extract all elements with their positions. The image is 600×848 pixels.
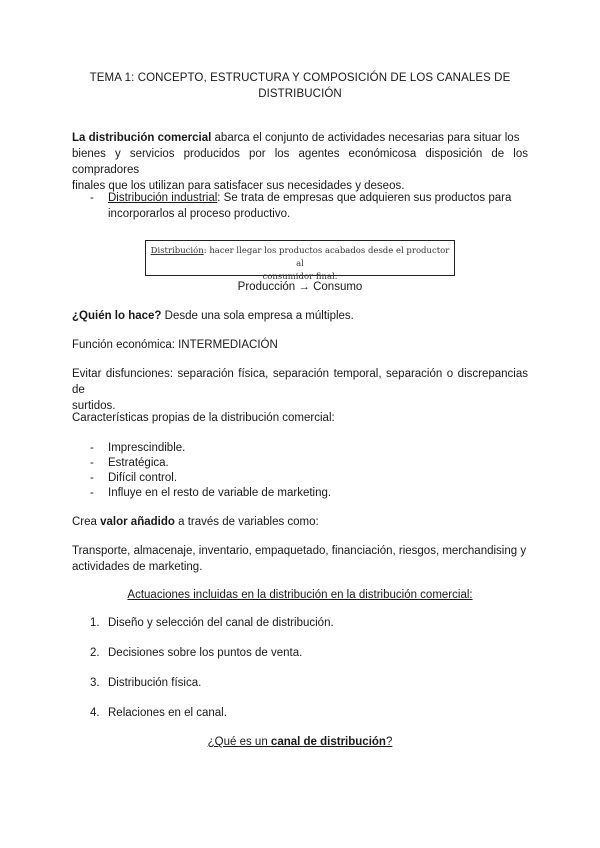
characteristic-text: Estratégica. xyxy=(108,457,169,469)
document-page: TEMA 1: CONCEPTO, ESTRUCTURA Y COMPOSICIÓN DE LOS CANALES DE DISTRIBUCIÓN La distribución comercial abarca el conjunto de actividades necesarias para situar los bienes y servicios producidos por los agentes económicosa disposición de los compradores finales que los utilizan para satisfacer sus necesidades y deseos. - Distribución industrial: Se trata de empresas que adquieren sus productos para incorporarlos al proceso productivo. Distribución: hacer llegar los productos acabados desde el productor al consumidor final. Producción → Consumo ¿Quién lo hace? Desde una sola empresa a múltiples. Función económica: INTERMEDIACIÓN Evitar disfunciones: separación física, separación temporal, separación o discrepancias de surtidos. Características propias de la distribución comercial: - Imprescindible. - Estratégica. - Difícil control. - Influye en el resto de variable de marketing. Crea valor añadido a través de variables como: Transporte, almacenaje, inventario, empaquetado, financiación, riesgos, merchandising y actividades de marketing. Actuaciones incluidas en la distribución en la distribución comercial: 1. Diseño y selección del canal de distribución. 2. Decisiones sobre los puntos de venta. 3. Distribución física. 4. Relaciones en el canal. ¿Qué es un canal de distribución? xyxy=(72,72,528,748)
variables-line-2: actividades de marketing. xyxy=(72,561,203,573)
intro-line-2: bienes y servicios producidos por los agentes económicosa disposición de los compradores xyxy=(72,148,528,176)
characteristics-heading: Características propias de la distribución comercial: xyxy=(72,412,335,424)
item-number: 1. xyxy=(90,617,100,629)
value-paragraph xyxy=(72,514,528,530)
avoid-line-2: surtidos. xyxy=(72,400,116,412)
box-line-1: : hacer llegar los productos acabados desde el productor al xyxy=(203,246,450,269)
characteristic-text: Difícil control. xyxy=(108,472,178,484)
industrial-line-2: incorporarlos al proceso productivo. xyxy=(108,208,291,220)
page-title xyxy=(72,70,528,102)
intro-line-3: finales que los utilizan para satisfacer sus necesidades y deseos. xyxy=(72,180,405,192)
box-line-2: consumidor final. xyxy=(262,272,338,282)
title-line-2: DISTRIBUCIÓN xyxy=(258,88,342,100)
question-bold: canal de distribución xyxy=(270,736,386,748)
definition-box xyxy=(145,240,455,282)
intro-line-1: abarca el conjunto de actividades necesarias para situar los xyxy=(211,132,520,144)
economic-function: Función económica: INTERMEDIACIÓN xyxy=(72,339,278,351)
industrial-line-1: : Se trata de empresas que adquieren sus productos para xyxy=(217,192,512,204)
actions-heading: Actuaciones incluidas en la distribución en la distribución comercial: xyxy=(127,589,473,601)
production-flow: Producción → Consumo xyxy=(237,281,363,293)
value-pre: Crea xyxy=(72,516,101,528)
item-number: 4. xyxy=(90,707,100,719)
channel-question xyxy=(72,734,528,750)
who-question: ¿Quién lo hace? xyxy=(72,310,162,322)
action-text: Relaciones en el canal. xyxy=(108,707,227,719)
item-number: 2. xyxy=(90,647,100,659)
characteristic-text: Influye en el resto de variable de marketing. xyxy=(108,487,332,499)
box-term: Distribución xyxy=(150,246,204,256)
variables-line-1: Transporte, almacenaje, inventario, empaquetado, financiación, riesgos, merchandising y xyxy=(72,545,527,557)
who-paragraph xyxy=(72,308,528,324)
intro-bold-term: La distribución comercial xyxy=(72,132,212,144)
action-text: Distribución física. xyxy=(108,677,202,689)
value-post: a través de variables como: xyxy=(174,516,319,528)
characteristic-text: Imprescindible. xyxy=(108,442,186,454)
avoid-paragraph xyxy=(72,366,528,414)
variables-paragraph xyxy=(72,543,528,575)
who-answer: Desde una sola empresa a múltiples. xyxy=(161,310,354,322)
action-text: Diseño y selección del canal de distribución. xyxy=(108,617,334,629)
question-pre: ¿Qué es un xyxy=(207,736,271,748)
item-number: 3. xyxy=(90,677,100,689)
industrial-term: Distribución industrial xyxy=(108,192,218,204)
avoid-line-1: Evitar disfunciones: separación física, separación temporal, separación o discrepancias de xyxy=(72,368,528,396)
bullet-dash: - xyxy=(90,192,94,204)
title-line-1: TEMA 1: CONCEPTO, ESTRUCTURA Y COMPOSICIÓN DE LOS CANALES DE xyxy=(89,72,511,84)
action-text: Decisiones sobre los puntos de venta. xyxy=(108,647,303,659)
intro-paragraph xyxy=(72,130,528,194)
question-post: ? xyxy=(385,736,393,748)
value-bold: valor añadido xyxy=(100,516,175,528)
